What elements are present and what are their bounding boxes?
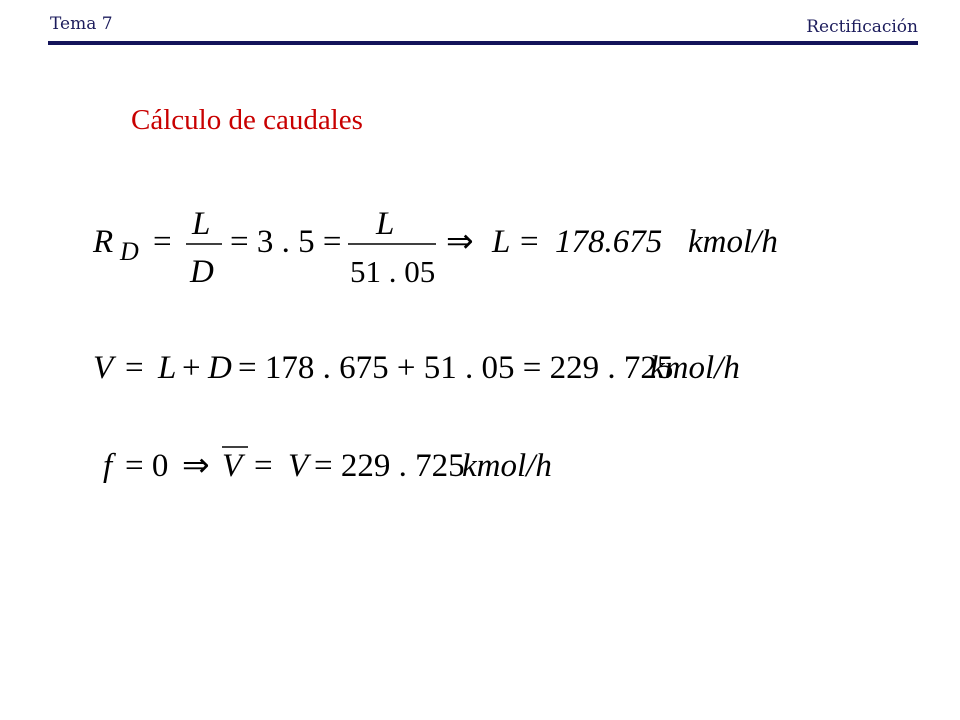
header-topic: Rectificación — [806, 17, 918, 37]
eq3-V: V — [288, 448, 309, 484]
eq1-frac1-numerator: L — [192, 206, 211, 242]
eq2-V: V — [93, 350, 114, 386]
eq1-L: L — [492, 224, 511, 260]
eq3-unit: kmol/h — [462, 448, 552, 484]
eq1-implies-symbol: ⇒ — [446, 224, 474, 260]
eq3-f: f — [103, 448, 113, 484]
eq3-equals-a: = — [254, 448, 273, 484]
eq3-implies-symbol: ⇒ — [182, 448, 210, 484]
eq2-equals-a: = — [125, 350, 144, 386]
eq1-middle: = 3 . 5 = — [230, 224, 342, 260]
eq1-frac2-numerator: L — [376, 206, 395, 242]
equation-stripping-vapor — [103, 447, 552, 484]
eq1-frac2-denominator: 51 . 05 — [350, 254, 436, 289]
eq3-expr-b: = 229 . 725 — [314, 448, 465, 484]
eq1-equals-a: = — [153, 224, 172, 260]
header-chapter: Tema 7 — [50, 14, 113, 34]
eq1-unit: kmol/h — [688, 224, 778, 260]
eq1-subscript-D: D — [120, 237, 139, 266]
eq2-expression: = 178 . 675 + 51 . 05 = 229 . 725 — [238, 350, 674, 386]
eq2-L: L — [158, 350, 177, 386]
equation-reflux-ratio — [92, 206, 778, 290]
eq1-equals-c: = — [520, 224, 539, 260]
eq1-frac1-denominator: D — [190, 254, 214, 290]
slide-title: Cálculo de caudales — [131, 104, 363, 136]
eq3-expr-a: = 0 — [125, 448, 169, 484]
eq2-unit: kmol/h — [650, 350, 740, 386]
eq2-plus: + — [182, 350, 201, 386]
equation-vapor-flow — [93, 350, 740, 386]
eq2-D: D — [208, 350, 232, 386]
eq1-value: 178.675 — [555, 224, 663, 260]
eq1-R: R — [93, 224, 114, 260]
eq3-Vbar: V — [222, 448, 243, 484]
